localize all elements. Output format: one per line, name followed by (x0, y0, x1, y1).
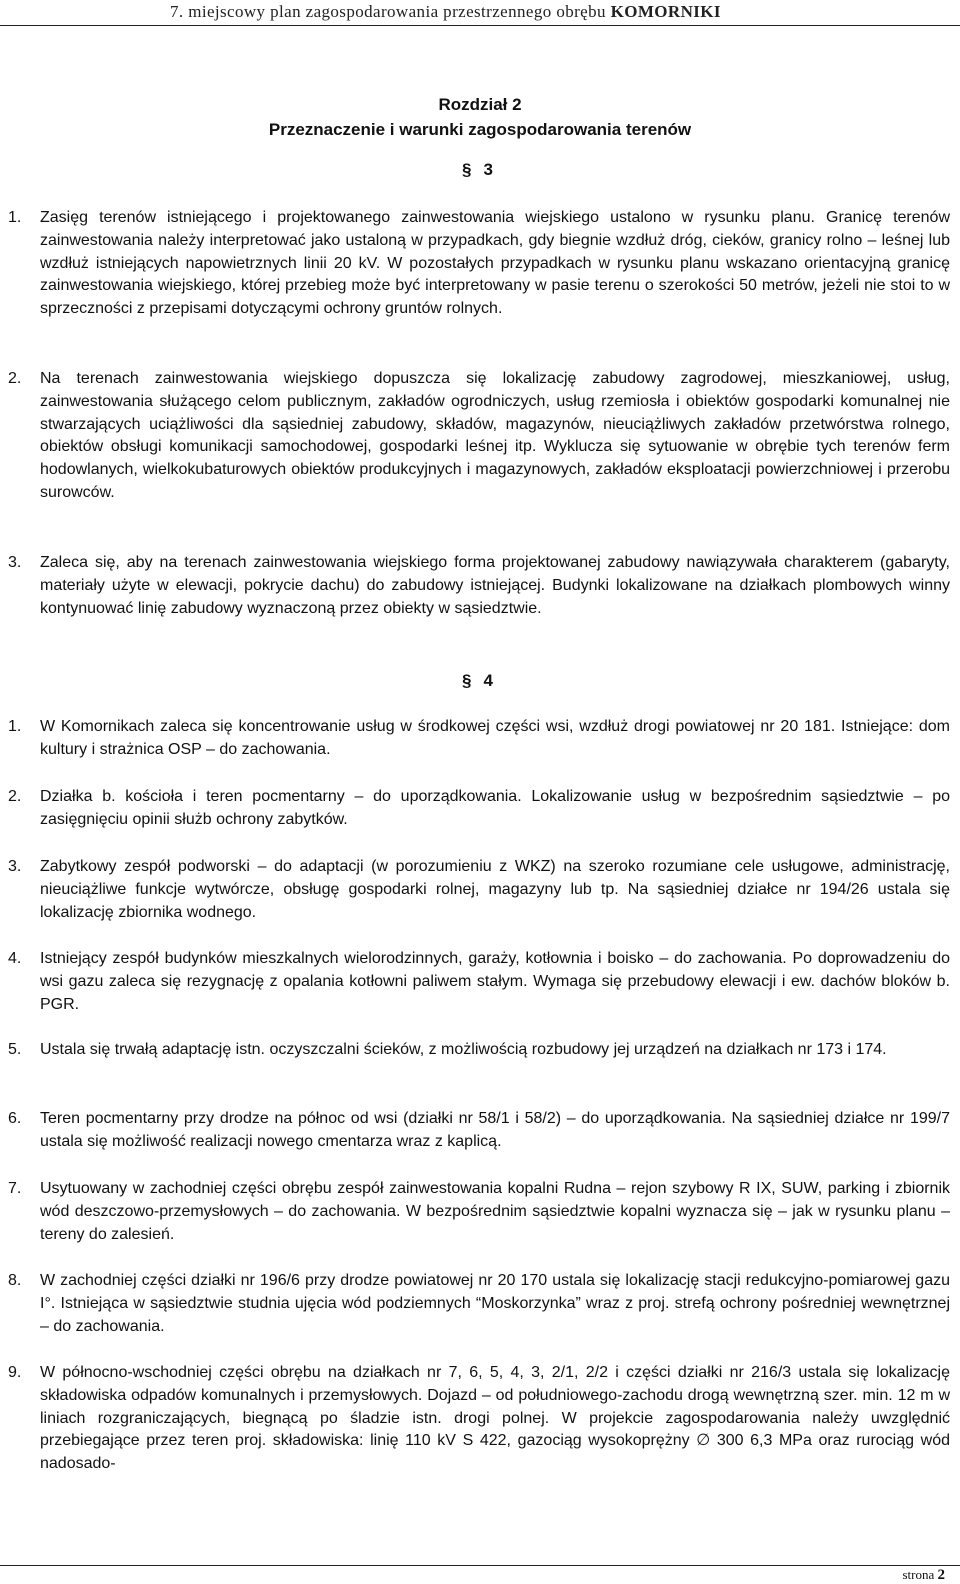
item-number: 5. (8, 1041, 22, 1058)
item-text: Na terenach zainwestowania wiejskiego dopuszcza się lokalizację zabudowy zagrodowej, mieszkaniowej, usług, zainwestowania służącego celom publicznym, zakładów ogrodniczych, usług rzemiosła i obiektów gospodarki komunalnej nie stwarzających uciążliwości dla sąsiedniej zabudowy, składów, magazynów, nieuciążliwych zakładów przetwórstwa rolnego, obiektów obsługi komunikacji samochodowej, gospodarki leśnej itp. Wyklucza się sytuowanie w obrębie tych terenów ferm hodowlanych, wielkokubaturowych obiektów produkcyjnych i magazynowych, zakładów eksploatacji powierzchniowej i przerobu surowców. (40, 370, 950, 501)
item-number: 9. (8, 1364, 22, 1381)
footer-rule (0, 1565, 960, 1566)
item-text: W zachodniej części działki nr 196/6 przy drodze powiatowej nr 20 170 ustala się lokalizację stacji redukcyjno-pomiarowej gazu I°. Istniejąca w sąsiedztwie studnia ujęcia wód podziemnych “Moskorzynka” wraz z proj. strefą ochrony pośredniej wewnętrznej – do zachowania. (40, 1272, 950, 1335)
item-number: 8. (8, 1272, 22, 1289)
item-text: Teren pocmentarny przy drodze na północ od wsi (działki nr 58/1 i 58/2) – do uporządkowania. Na sąsiedniej działce nr 199/7 ustala się możliwość realizacji nowego cmentarza wraz z kaplicą. (40, 1110, 950, 1150)
section-3-item-3 (8, 552, 950, 620)
page-number-value: 2 (937, 1567, 945, 1583)
item-text: Zabytkowy zespół podworski – do adaptacji (w porozumieniu z WKZ) na szeroko rozumiane cele usługowe, administrację, nieuciążliwe funkcje wytwórcze, obsługę gospodarki rolnej, magazyny lub tp. Na sąsiedniej działce nr 194/26 ustala się lokalizację zbiornika wodnego. (40, 858, 950, 921)
section-4-item-7 (8, 1178, 950, 1246)
item-number: 1. (8, 718, 22, 735)
item-text: Istniejący zespół budynków mieszkalnych wielorodzinnych, garaży, kotłownia i boisko – do zachowania. Po doprowadzeniu do wsi gazu zaleca się rezygnację z opalania kotłowni paliwem stałym. Wymaga się przebudowy elewacji i ew. dachów bloków b. PGR. (40, 950, 950, 1013)
header-rule (0, 25, 960, 26)
running-header (170, 2, 950, 22)
item-number: 3. (8, 554, 22, 571)
item-text: W Komornikach zaleca się koncentrowanie usług w środkowej części wsi, wzdłuż drogi powiatowej nr 20 181. Istniejące: dom kultury i strażnica OSP – do zachowania. (40, 718, 950, 758)
item-text: Zaleca się, aby na terenach zainwestowania wiejskiego forma projektowanej zabudowy nawiązywała charakterem (gabaryty, materiały użyte w elewacji, pokrycie dachu) do zabudowy istniejącej. Budynki lokalizowane na działkach plombowych winny kontynuować linię zabudowy wyznaczoną przez obiekty w sąsiedztwie. (40, 554, 950, 617)
item-text: Ustala się trwałą adaptację istn. oczyszczalni ścieków, z możliwością rozbudowy jej urządzeń na działkach nr 173 i 174. (40, 1041, 887, 1058)
item-number: 2. (8, 370, 22, 387)
section-4-item-2 (8, 786, 950, 832)
section-4-item-1 (8, 716, 950, 762)
item-number: 1. (8, 209, 22, 226)
running-header-text: 7. miejscowy plan zagospodarowania przestrzennego obrębu (170, 2, 606, 21)
page-number-label: strona (902, 1567, 935, 1582)
section-4-item-4 (8, 948, 950, 1016)
item-text: Usytuowany w zachodniej części obrębu zespół zainwestowania kopalni Rudna – rejon szybowy R IX, SUW, parking i zbiornik wód deszczowo-przemysłowych – do zachowania. W bezpośrednim sąsiedztwie kopalni wyznacza się – jak w rysunku planu – tereny do zalesień. (40, 1180, 950, 1243)
section-3-item-1 (8, 207, 950, 321)
item-text: Działka b. kościoła i teren pocmentarny – do uporządkowania. Lokalizowanie usług w bezpośrednim sąsiedztwie – po zasięgnięciu opinii służb ochrony zabytków. (40, 788, 950, 828)
item-text: Zasięg terenów istniejącego i projektowanego zainwestowania wiejskiego ustalono w rysunku planu. Granicę terenów zainwestowania należy interpretować jako ustaloną w przypadkach, gdy biegnie wzdłuż dróg, cieków, granicy rolno – leśnej lub wzdłuż istniejących napowietrznych linii 20 kV. W pozostałych przypadkach w rysunku planu wskazano orientacyjną granicę zainwestowania wiejskiego, której przebieg może być interpretowany w pasie terenu o szerokości 50 metrów, jeżeli nie stoi to w sprzeczności z przepisami dotyczącymi ochrony gruntów rolnych. (40, 209, 950, 318)
item-number: 2. (8, 788, 22, 805)
section-symbol: § (462, 160, 472, 179)
item-text: W północno-wschodniej części obrębu na działkach nr 7, 6, 5, 4, 3, 2/1, 2/2 i części działki nr 216/3 ustala się lokalizację składowiska odpadów komunalnych i przemysłowych. Dojazd – od południowego-zachodu drogą wewnętrzną szer. min. 12 m w liniach rozgraniczających, biegnącą po śladzie istn. drogi polnej. W projekcie zagospodarowania należy uwzględnić przebiegające przez teren proj. składowiska: linię 110 kV S 422, gazociąg wysokoprężny ∅ 300 6,3 MPa oraz rurociąg wód nadosado- (40, 1364, 950, 1473)
section-4-item-8 (8, 1270, 950, 1338)
section-3-heading (462, 160, 493, 180)
section-4-item-5 (8, 1039, 950, 1062)
chapter-number: Rozdział 2 (438, 95, 522, 114)
page-number (902, 1567, 945, 1584)
section-symbol: § (462, 671, 472, 690)
chapter-heading (0, 92, 960, 142)
section-3-item-2 (8, 368, 950, 505)
section-4-item-3 (8, 856, 950, 924)
item-number: 6. (8, 1110, 22, 1127)
item-number: 7. (8, 1180, 22, 1197)
chapter-title: Przeznaczenie i warunki zagospodarowania terenów (268, 120, 692, 139)
running-header-village: KOMORNIKI (610, 2, 721, 21)
section-4-heading (462, 671, 493, 691)
section-4-item-6 (8, 1108, 950, 1154)
section-4-item-9 (8, 1362, 950, 1476)
section-number: 4 (483, 671, 493, 690)
item-number: 3. (8, 858, 22, 875)
section-number: 3 (483, 160, 493, 179)
item-number: 4. (8, 950, 22, 967)
